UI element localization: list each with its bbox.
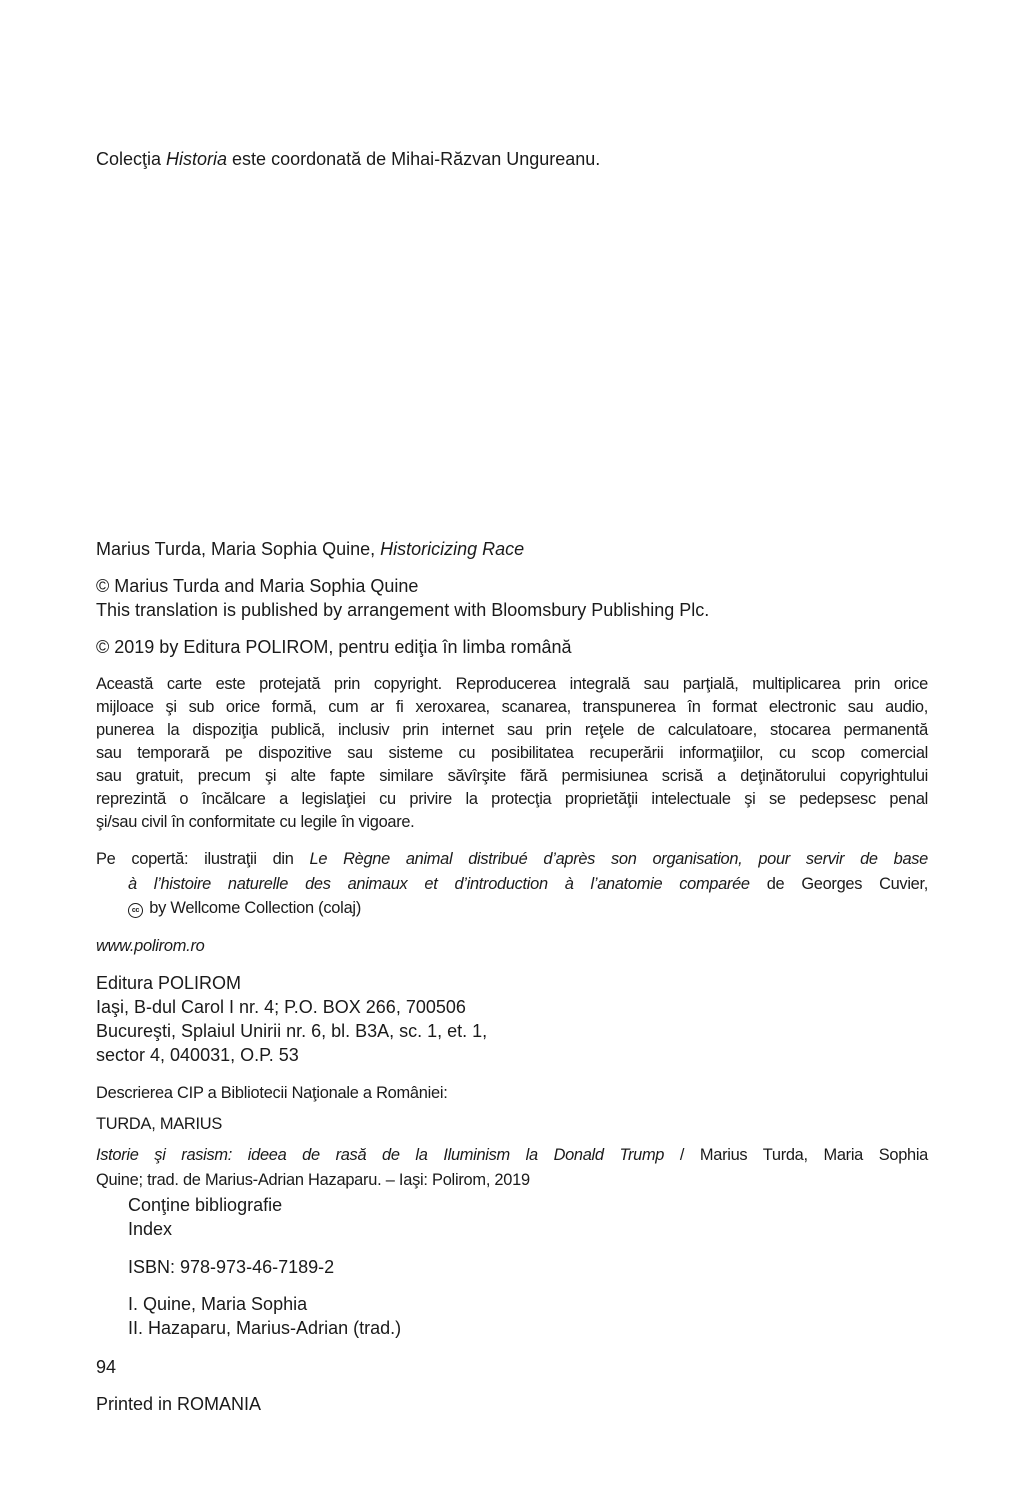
- cip-added-entry: II. Hazaparu, Marius-Adrian (trad.): [128, 1318, 402, 1338]
- collection-note: [96, 147, 600, 171]
- publisher-address-line: Iaşi, B-dul Carol I nr. 4; P.O. BOX 266, 700506: [96, 997, 466, 1017]
- cover-source-title-cont: à l’histoire naturelle des animaux et d’introduction à l’anatomie comparée: [128, 875, 750, 893]
- cover-credit-line: [96, 847, 928, 871]
- original-title: Historicizing Race: [380, 539, 525, 559]
- cip-note: Index: [128, 1219, 173, 1239]
- legal-notice-line: mijloace şi sub orice formă, cum ar fi xeroxarea, scanarea, transpunerea în format electronic sau audio,: [96, 698, 928, 716]
- legal-notice-line: reprezintă o încălcare a legislaţiei cu privire la protecţia proprietăţii intelectuale şi se pedepsesc penal: [96, 790, 928, 808]
- publisher-name: Editura POLIROM: [96, 973, 242, 993]
- original-title-line: [96, 537, 524, 561]
- cover-credit-line: [128, 896, 361, 920]
- creative-commons-icon: cc: [128, 903, 143, 918]
- cover-source-author: de Georges Cuvier,: [749, 875, 928, 893]
- cover-source-title: Le Règne animal distribué d’après son organisation, pour servir de base: [309, 850, 928, 868]
- collection-series-name: Historia: [166, 149, 228, 169]
- publisher-address-line: sector 4, 040031, O.P. 53: [96, 1045, 299, 1065]
- copyright-original: © Marius Turda and Maria Sophia Quine: [96, 576, 419, 596]
- publisher-address-line: Bucureşti, Splaiul Unirii nr. 6, bl. B3A, sc. 1, et. 1,: [96, 1021, 488, 1041]
- legal-notice-line: sau gratuit, precum şi alte fapte similare săvîrşite fără permisiunea scrisă a deţinătorului copyrightului: [96, 767, 928, 785]
- cip-note: Conţine bibliografie: [128, 1195, 283, 1215]
- publisher-website-link[interactable]: www.polirom.ro: [96, 937, 205, 955]
- cover-credit-line: [128, 872, 928, 896]
- translation-note: This translation is published by arrangement with Bloomsbury Publishing Plc.: [96, 600, 710, 620]
- cover-credit-prefix: Pe copertă: ilustraţii din: [96, 850, 310, 868]
- legal-notice-line: Această carte este protejată prin copyright. Reproducerea integrală sau parţială, multiplicarea prin orice: [96, 675, 928, 693]
- collection-note-prefix: Colecţia: [96, 149, 167, 169]
- cip-title-line: [96, 1143, 928, 1167]
- legal-notice-line: şi/sau civil în conformitate cu legile în vigoare.: [96, 813, 415, 831]
- collection-note-suffix: este coordonată de Mihai-Răzvan Ungureanu.: [227, 149, 601, 169]
- cip-publication-line: Quine; trad. de Marius-Adrian Hazaparu. – Iaşi: Polirom, 2019: [96, 1171, 530, 1189]
- copyright-edition: © 2019 by Editura POLIROM, pentru ediţia în limba română: [96, 637, 572, 657]
- cip-classification: 94: [96, 1357, 117, 1377]
- cip-responsibility: / Marius Turda, Maria Sophia: [664, 1146, 928, 1164]
- cip-main-entry: TURDA, MARIUS: [96, 1115, 223, 1133]
- cip-isbn: ISBN: 978-973-46-7189-2: [128, 1257, 335, 1277]
- original-authors: Marius Turda, Maria Sophia Quine,: [96, 539, 381, 559]
- legal-notice-line: sau temporară pe dispozitive sau sisteme cu posibilitatea recuperării informaţiilor, cu scop comercial: [96, 744, 928, 762]
- cip-heading: Descrierea CIP a Bibliotecii Naţionale a României:: [96, 1084, 448, 1102]
- printed-in: Printed in ROMANIA: [96, 1394, 262, 1414]
- cip-title: Istorie şi rasism: ideea de rasă de la Iluminism la Donald Trump: [96, 1146, 665, 1164]
- cip-added-entry: I. Quine, Maria Sophia: [128, 1294, 308, 1314]
- legal-notice-line: punerea la dispoziţia publică, inclusiv prin internet sau prin reţele de calculatoare, stocarea permanentă: [96, 721, 928, 739]
- cover-license-holder: by Wellcome Collection (colaj): [145, 899, 362, 917]
